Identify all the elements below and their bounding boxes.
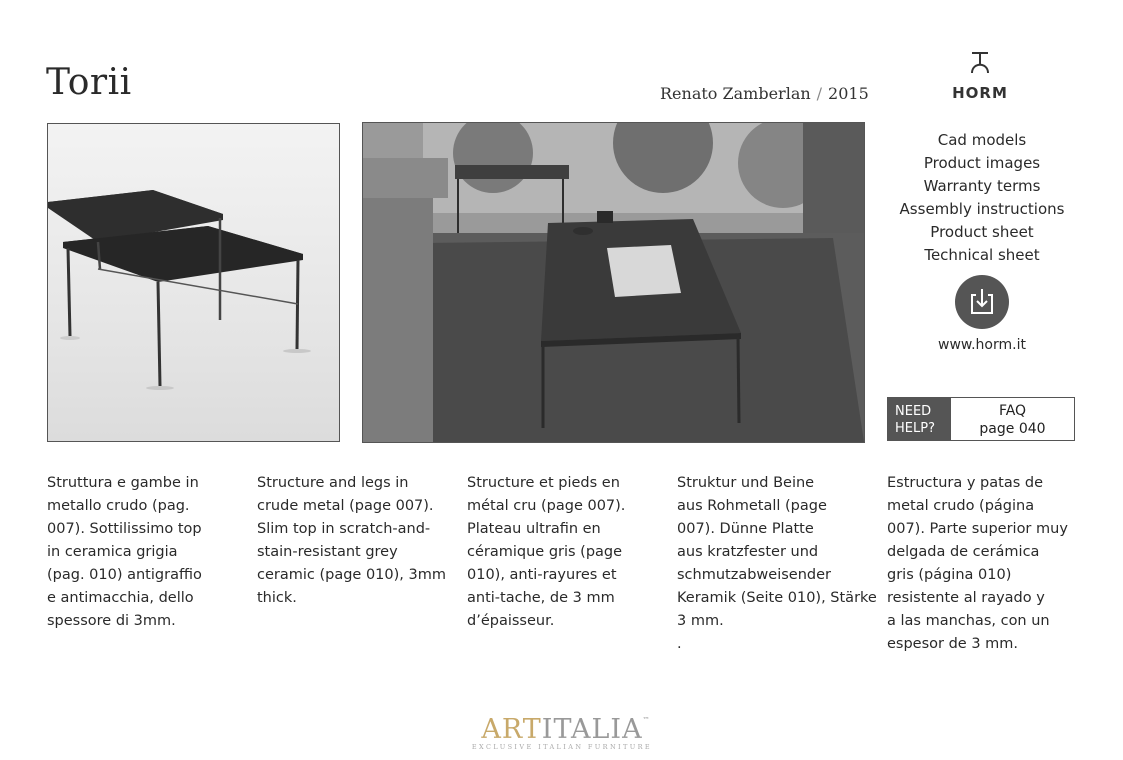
faq-title: FAQ bbox=[998, 403, 1027, 419]
logo-italia: ITALIA bbox=[541, 714, 643, 745]
nesting-tables-illustration bbox=[48, 124, 339, 441]
faq-link[interactable] bbox=[951, 398, 1074, 440]
product-photo-interior bbox=[362, 122, 865, 443]
description-text: Struttura e gambe in metallo crudo (pag. 007). Sottilissimo top in ceramica grigia (pag. 010) antigraffio e antimacchia, dello spessore di 3mm. bbox=[47, 475, 202, 629]
need-help-box bbox=[887, 397, 1075, 441]
brand-block bbox=[900, 50, 1060, 102]
artitalia-logo bbox=[462, 714, 662, 751]
description-german bbox=[677, 472, 882, 656]
designer-name: Renato Zamberlan bbox=[660, 84, 811, 103]
link-product-images[interactable]: Product images bbox=[923, 154, 1041, 172]
interior-scene-illustration bbox=[363, 123, 864, 442]
product-photo-tables bbox=[47, 123, 340, 442]
resource-links bbox=[882, 129, 1082, 267]
logo-tagline: EXCLUSIVE ITALIAN FURNITURE bbox=[471, 743, 653, 751]
need-help-line2: HELP? bbox=[895, 421, 935, 436]
description-text: Structure and legs in crude metal (page 007). Slim top in scratch-and- stain-resistant grey ceramic (page 010), 3mm thick. bbox=[257, 475, 446, 606]
description-french bbox=[467, 472, 667, 633]
page-title: Torii bbox=[46, 62, 132, 103]
design-year: 2015 bbox=[828, 84, 869, 103]
description-text: Estructura y patas de metal crudo (página 007). Parte superior muy delgada de cerámica gris (página 010) resistente al rayado y a las manchas, con un espesor de 3 mm. bbox=[887, 475, 1068, 652]
need-help-line1: NEED bbox=[895, 404, 932, 419]
designer-separator: / bbox=[816, 84, 823, 103]
need-help-label bbox=[888, 398, 951, 440]
link-technical-sheet[interactable]: Technical sheet bbox=[924, 246, 1040, 264]
link-product-sheet[interactable]: Product sheet bbox=[930, 223, 1034, 241]
download-icon bbox=[955, 275, 1009, 329]
description-spanish bbox=[887, 472, 1087, 656]
description-text: Structure et pieds en métal cru (page 007). Plateau ultrafin en céramique gris (page 010), anti-rayures et anti-tache, de 3 mm d’épaisseur. bbox=[467, 475, 626, 629]
faq-page: page 040 bbox=[979, 421, 1046, 437]
horm-logo-icon bbox=[968, 50, 992, 76]
description-italian bbox=[47, 472, 247, 633]
artitalia-wordmark bbox=[481, 714, 651, 745]
link-assembly-instructions[interactable]: Assembly instructions bbox=[899, 200, 1065, 218]
logo-trademark: ™ bbox=[642, 716, 651, 724]
link-cad-models[interactable]: Cad models bbox=[937, 131, 1027, 149]
description-text: Struktur und Beine aus Rohmetall (page 007). Dünne Platte aus kratzfester und schmutzabweisender Keramik (Seite 010), Stärke 3 mm. . bbox=[677, 475, 877, 652]
link-warranty-terms[interactable]: Warranty terms bbox=[923, 177, 1041, 195]
description-english bbox=[257, 472, 457, 610]
brand-name: HORM bbox=[952, 84, 1008, 102]
website-link[interactable]: www.horm.it bbox=[938, 337, 1026, 353]
download-button[interactable] bbox=[955, 275, 1009, 329]
logo-art: ART bbox=[481, 714, 542, 745]
designer-credit bbox=[660, 84, 869, 103]
